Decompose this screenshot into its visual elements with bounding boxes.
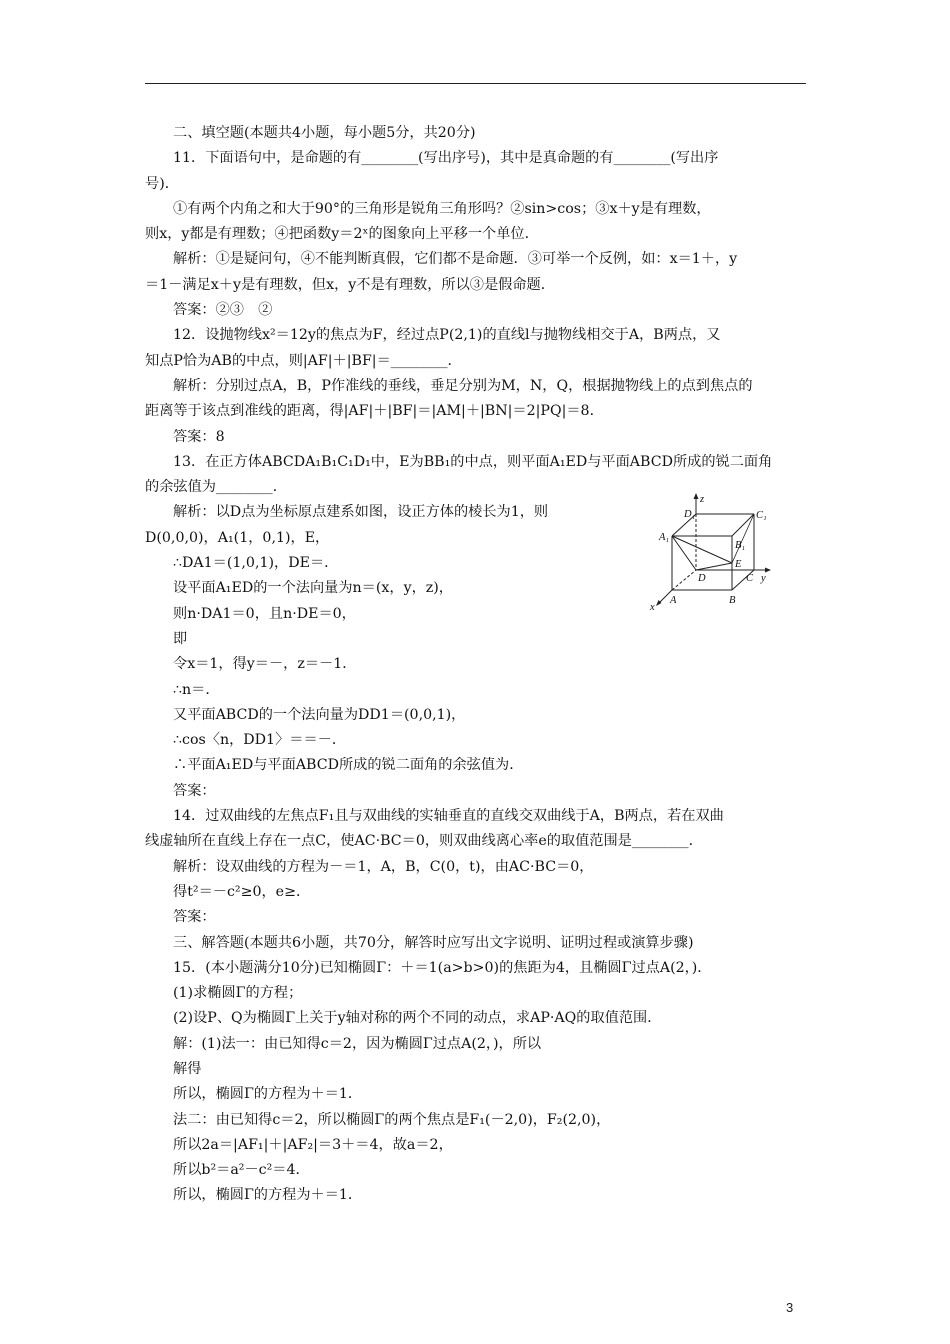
text-line: 所以2a＝|AF₁|＋|AF₂|＝3＋＝4，故a＝2， [173,1136,453,1153]
text-line: 则n·DA1＝0，且n·DE＝0， [173,605,356,622]
text-line: 三、解答题(本题共6小题，共70分，解答时应写出文字说明、证明过程或演算步骤) [173,934,694,951]
label-b1: B₁ [735,540,746,551]
page-number: 3 [786,1300,794,1315]
text-line: 又平面ABCD的一个法向量为DD1＝(0,0,1)， [173,706,466,723]
segment-e-c1 [732,514,754,563]
text-line: ∴DA1＝(1,0,1)，DE＝． [173,555,339,572]
text-line: 15．(本小题满分10分)已知椭圆Γ：＋＝1(a>b>0)的焦距为4，且椭圆Γ过点A(2，)． [173,959,712,976]
label-d1: D₁ [684,509,696,520]
label-z: z [700,494,705,505]
text-line: 答案： [173,909,216,926]
text-line: 答案： [173,782,216,799]
arrow-y-icon [765,568,771,573]
text-line: 二、填空题(本题共4小题，每小题5分，共20分) [173,125,476,141]
text-line: 解析：分别过点A，B，P作准线的垂线，垂足分别为M，N，Q，根据抛物线上的点到焦点的 [173,377,753,394]
label-c: C [746,573,754,584]
label-a1: A₁ [659,532,670,543]
text-line: ∴cos〈n，DD1〉＝＝－． [173,732,347,749]
text-line: 号)． [145,175,179,192]
text-line: D(0,0,0)，A₁(1，0,1)，E， [145,529,330,546]
text-line: (1)求椭圆Γ的方程； [173,985,303,1002]
text-line: 所以b²＝a²－c²＝4． [173,1162,310,1179]
label-e: E [735,559,742,570]
label-x: x [650,602,655,610]
text-line: 线虚轴所在直线上存在一点C，使AC·BC＝0，则双曲线离心率e的取值范围是________． [145,833,703,850]
text-line: 14．过双曲线的左焦点F₁且与双曲线的实轴垂直的直线交双曲线于A，B两点，若在双曲 [173,808,724,825]
text-line: 的余弦值为________． [145,479,287,496]
text-line: 解析：①是疑问句，④不能判断真假，它们都不是命题．③可举一个反例，如：x＝1＋，y [173,251,738,268]
text-line: 答案：8 [173,428,225,445]
text-line: 12．设抛物线x²＝12y的焦点为F，经过点P(2,1)的直线l与抛物线相交于A，B两点，又 [173,327,721,344]
document-body [145,121,806,1209]
label-y: y [761,573,766,584]
edge-a-d [672,570,696,590]
text-line: 答案：②③ ② [173,302,273,319]
text-line: 解析：设双曲线的方程为－＝1，A，B，C(0，t)，由AC·BC＝0， [173,858,594,875]
label-a: A [670,595,677,606]
segment-d-e [696,563,732,570]
arrow-z-icon [694,493,699,499]
text-line: 设平面A₁ED的一个法向量为n＝(x，y，z)， [173,580,453,597]
text-line: ＝1－满足x＋y是有理数，但x，y不是有理数，所以③是假命题． [145,276,555,293]
text-line: 解析：以D点为坐标原点建系如图，设正方体的棱长为1，则 [173,504,549,521]
text-line: 即 [173,630,188,647]
text-line: 则x，y都是有理数；④把函数y＝2ˣ的图象向上平移一个单位． [145,226,539,243]
label-c1: C₁ [756,510,767,521]
text-line: 法二：由已知得c＝2，所以椭圆Γ的两个焦点是F₁(－2,0)，F₂(2,0)， [173,1111,611,1128]
edge-b1-c1 [732,514,754,536]
cube-figure [648,490,778,610]
header-rule [145,83,806,84]
text-line: 所以，椭圆Γ的方程为＋＝1． [173,1086,363,1103]
text-line: ∴n＝． [173,681,220,698]
text-line: ①有两个内角之和大于90°的三角形是锐角三角形吗？②sin>cos；③x＋y是有理数， [173,200,711,217]
text-line: 令x＝1，得y＝－，z＝－1． [173,656,357,673]
text-line: 得t²＝－c²≥0，e≥． [173,883,311,900]
text-line: 距离等于该点到准线的距离，得|AF|＋|BF|＝|AM|＋|BN|＝2|PQ|＝8． [145,403,604,420]
label-b: B [729,595,736,606]
text-line: 知点P恰为AB的中点，则|AF|＋|BF|＝________． [145,352,462,369]
text-line: ∴平面A₁ED与平面ABCD所成的锐二面角的余弦值为． [173,757,524,774]
text-line: (2)设P、Q为椭圆Γ上关于y轴对称的两个不同的动点，求AP·AQ的取值范围． [173,1010,662,1027]
text-line: 解：(1)法一：由已知得c＝2，因为椭圆Γ过点A(2，)，所以 [173,1035,542,1052]
text-line: 解得 [173,1060,202,1077]
text-line: 11．下面语句中，是命题的有________(写出序号)，其中是真命题的有________(写出序 [173,150,719,167]
text-line: 所以，椭圆Γ的方程为＋＝1． [173,1187,363,1204]
text-line: 13．在正方体ABCDA₁B₁C₁D₁中，E为BB₁的中点，则平面A₁ED与平面ABCD所成的锐二面角 [173,453,773,470]
label-d: D [698,573,706,584]
